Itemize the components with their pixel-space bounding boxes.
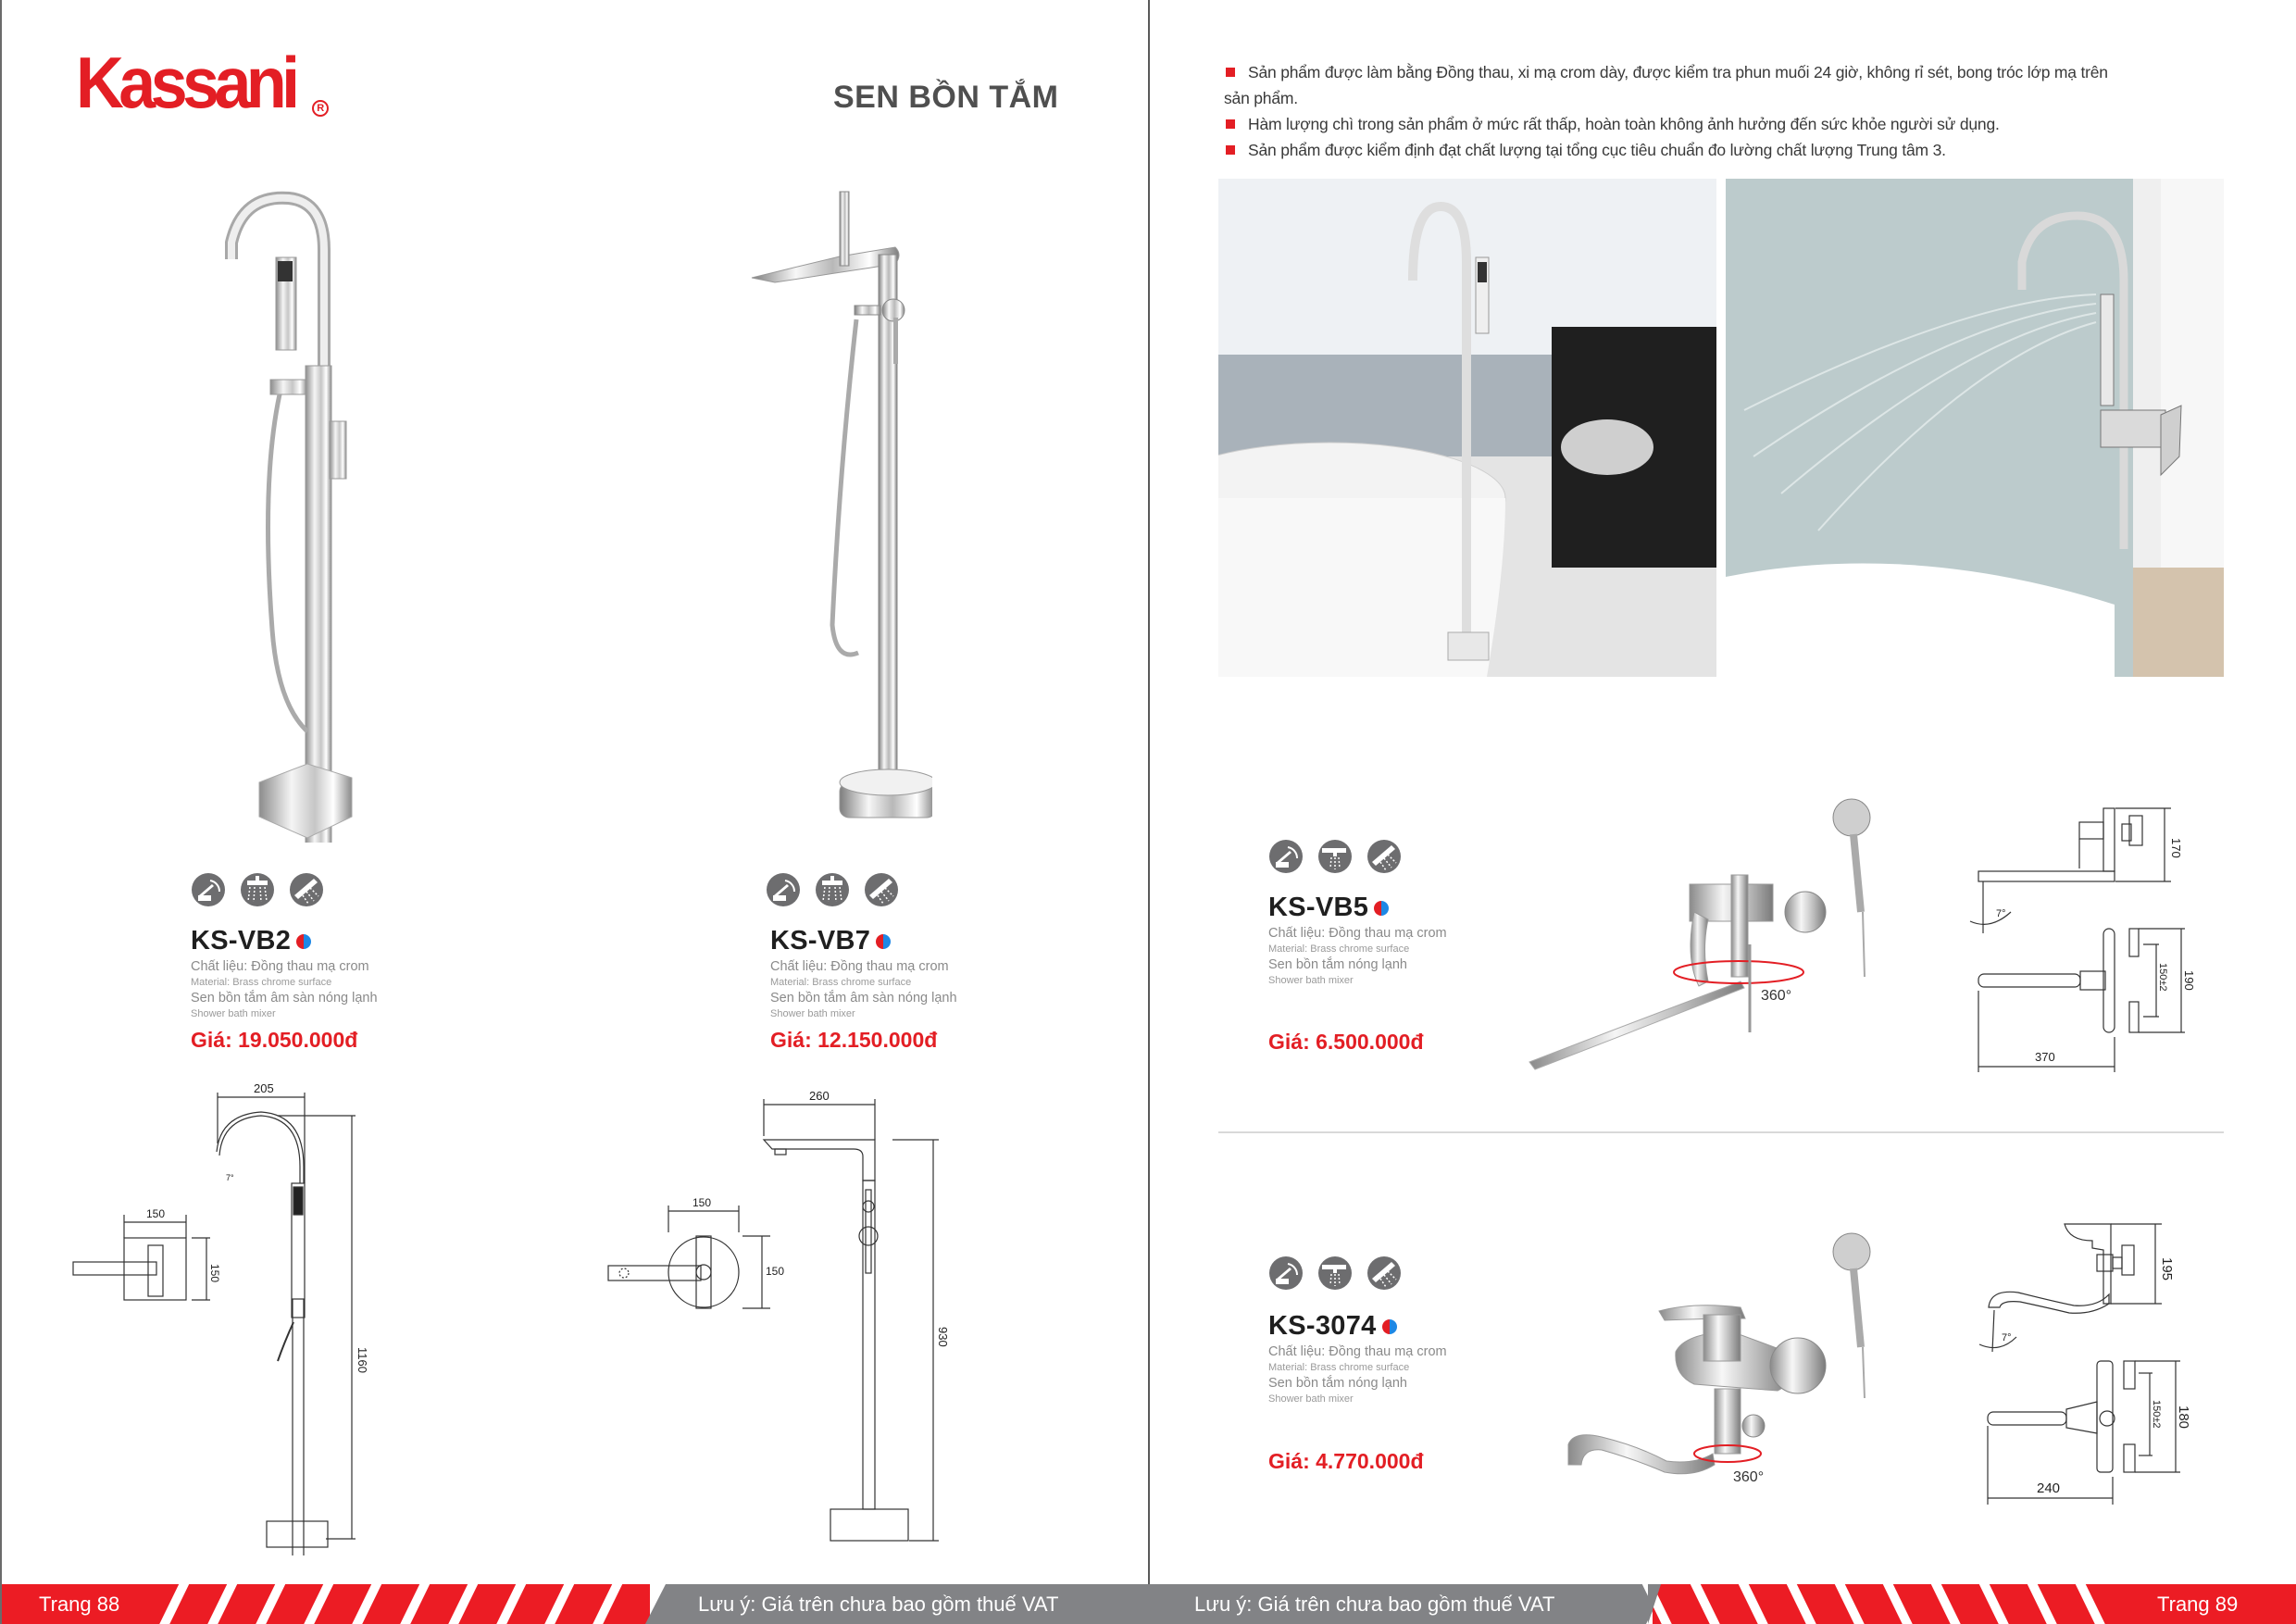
hot-cold-icon — [1374, 901, 1389, 916]
kassani-logo — [76, 42, 329, 123]
registered-mark-icon: R — [312, 100, 329, 117]
bullet-item: Sản phẩm được làm bằng Đồng thau, xi mạ crom dày, được kiểm tra phun muối 24 giờ, không rỉ sét, bong tróc lớp mạ trên — [1224, 59, 2205, 85]
svg-text:1160: 1160 — [356, 1347, 369, 1373]
spout-swivel-icon — [1269, 1256, 1303, 1290]
hot-cold-icon — [876, 934, 891, 949]
svg-text:7°: 7° — [2002, 1332, 2012, 1343]
svg-text:7°: 7° — [1996, 908, 2006, 919]
material-vi: Chất liệu: Đồng thau mạ crom — [191, 959, 369, 974]
lifestyle-photo-bathroom-sea-view — [1218, 179, 1716, 677]
hand-shower-icon — [1367, 840, 1401, 873]
svg-text:170: 170 — [2169, 838, 2183, 858]
hand-shower-icon — [290, 873, 323, 906]
bullet-item-continuation: sản phẩm. — [1224, 89, 1298, 107]
page-number: Trang 88 — [39, 1593, 120, 1616]
material-vi: Chất liệu: Đồng thau mạ crom — [1268, 926, 1447, 941]
svg-text:150±2: 150±2 — [2151, 1400, 2162, 1429]
ks-vb7-price: Giá: 12.150.000đ — [770, 1028, 938, 1052]
ks-3074-info — [1268, 1311, 1447, 1405]
ks-vb2-technical-drawing — [57, 1074, 391, 1555]
vat-note: Lưu ý: Giá trên chưa bao gồm thuế VAT — [698, 1593, 1059, 1616]
hand-shower-icon — [1367, 1256, 1401, 1290]
page-number: Trang 89 — [2157, 1593, 2239, 1616]
svg-text:150: 150 — [766, 1265, 785, 1278]
material-en: Material: Brass chrome surface — [1268, 1361, 1410, 1373]
ks-vb2-price: Giá: 19.050.000đ — [191, 1028, 358, 1052]
logo-wordmark: Kassani — [76, 42, 295, 123]
hot-cold-icon — [296, 934, 311, 949]
hand-shower-icon — [865, 873, 898, 906]
overhead-shower-icon — [816, 873, 849, 906]
product-code: KS-VB5 — [1268, 893, 1447, 923]
ks-vb2-info — [191, 926, 378, 1020]
svg-text:240: 240 — [2037, 1480, 2061, 1496]
product-quality-bullets — [1224, 59, 2205, 163]
svg-text:360°: 360° — [1733, 1469, 1765, 1485]
svg-text:930: 930 — [936, 1327, 950, 1347]
ks-vb5-info — [1268, 893, 1447, 987]
ks-vb2-product-image — [215, 185, 400, 843]
spout-swivel-icon — [767, 873, 800, 906]
type-vi: Sen bồn tắm nóng lạnh — [1268, 1376, 1407, 1392]
svg-text:370: 370 — [2035, 1050, 2055, 1064]
svg-text:205: 205 — [254, 1081, 274, 1095]
svg-text:180: 180 — [2176, 1405, 2191, 1430]
bullet-item: Hàm lượng chì trong sản phẩm ở mức rất thấp, hoàn toàn không ảnh hưởng đến sức khỏe người sử dụng. — [1224, 111, 2205, 137]
product-code: KS-VB7 — [770, 926, 957, 956]
type-vi: Sen bồn tắm âm sàn nóng lạnh — [770, 991, 957, 1006]
ks-3074-technical-drawing — [1963, 1204, 2259, 1509]
footer-page-89 — [1148, 1584, 2296, 1624]
overhead-shower-icon — [241, 873, 274, 906]
svg-text:7°: 7° — [226, 1173, 234, 1182]
svg-text:150±2: 150±2 — [2157, 963, 2168, 992]
section-title: SEN BỒN TẮM — [833, 80, 1059, 115]
wall-spout-shower-icon — [1318, 840, 1352, 873]
type-en: Shower bath mixer — [770, 1007, 855, 1019]
product-divider — [1218, 1131, 2224, 1133]
hot-cold-icon — [1382, 1319, 1397, 1334]
footer-page-88 — [2, 1584, 1150, 1624]
material-vi: Chất liệu: Đồng thau mạ crom — [1268, 1344, 1447, 1359]
material-en: Material: Brass chrome surface — [1268, 943, 1410, 955]
bullet-item: Sản phẩm được kiểm định đạt chất lượng tại tổng cục tiêu chuẩn đo lường chất lượng Trung tâm 3. — [1224, 137, 2205, 163]
ks-vb7-product-image — [747, 190, 932, 847]
product-code: KS-3074 — [1268, 1311, 1447, 1342]
type-vi: Sen bồn tắm nóng lạnh — [1268, 957, 1407, 973]
material-vi: Chất liệu: Đồng thau mạ crom — [770, 959, 949, 974]
ks-vb5-product-image — [1518, 792, 1907, 1088]
lifestyle-photo-shower-spray — [1726, 179, 2224, 677]
spout-swivel-icon — [1269, 840, 1303, 873]
type-en: Shower bath mixer — [1268, 974, 1354, 986]
svg-text:195: 195 — [2159, 1257, 2175, 1281]
product-code: KS-VB2 — [191, 926, 378, 956]
ks-3074-feature-icons — [1269, 1256, 1401, 1290]
ks-vb2-feature-icons — [192, 873, 323, 906]
ks-vb7-info — [770, 926, 957, 1020]
svg-text:150: 150 — [208, 1264, 221, 1283]
ks-vb5-price: Giá: 6.500.000đ — [1268, 1030, 1424, 1054]
ks-3074-product-image — [1555, 1222, 1907, 1500]
svg-text:190: 190 — [2182, 970, 2196, 991]
ks-vb7-technical-drawing — [594, 1079, 983, 1560]
spout-swivel-icon — [192, 873, 225, 906]
ks-vb5-technical-drawing — [1963, 796, 2259, 1083]
ks-vb7-feature-icons — [767, 873, 898, 906]
type-vi: Sen bồn tắm âm sàn nóng lạnh — [191, 991, 378, 1006]
ks-3074-price: Giá: 4.770.000đ — [1268, 1449, 1424, 1473]
wall-spout-shower-icon — [1318, 1256, 1352, 1290]
type-en: Shower bath mixer — [191, 1007, 276, 1019]
svg-text:260: 260 — [809, 1089, 830, 1103]
svg-text:150: 150 — [146, 1207, 166, 1220]
type-en: Shower bath mixer — [1268, 1393, 1354, 1405]
svg-text:360°: 360° — [1761, 988, 1792, 1004]
ks-vb5-feature-icons — [1269, 840, 1401, 873]
vat-note: Lưu ý: Giá trên chưa bao gồm thuế VAT — [1194, 1593, 1555, 1616]
material-en: Material: Brass chrome surface — [770, 976, 912, 988]
svg-text:150: 150 — [693, 1196, 712, 1209]
material-en: Material: Brass chrome surface — [191, 976, 332, 988]
